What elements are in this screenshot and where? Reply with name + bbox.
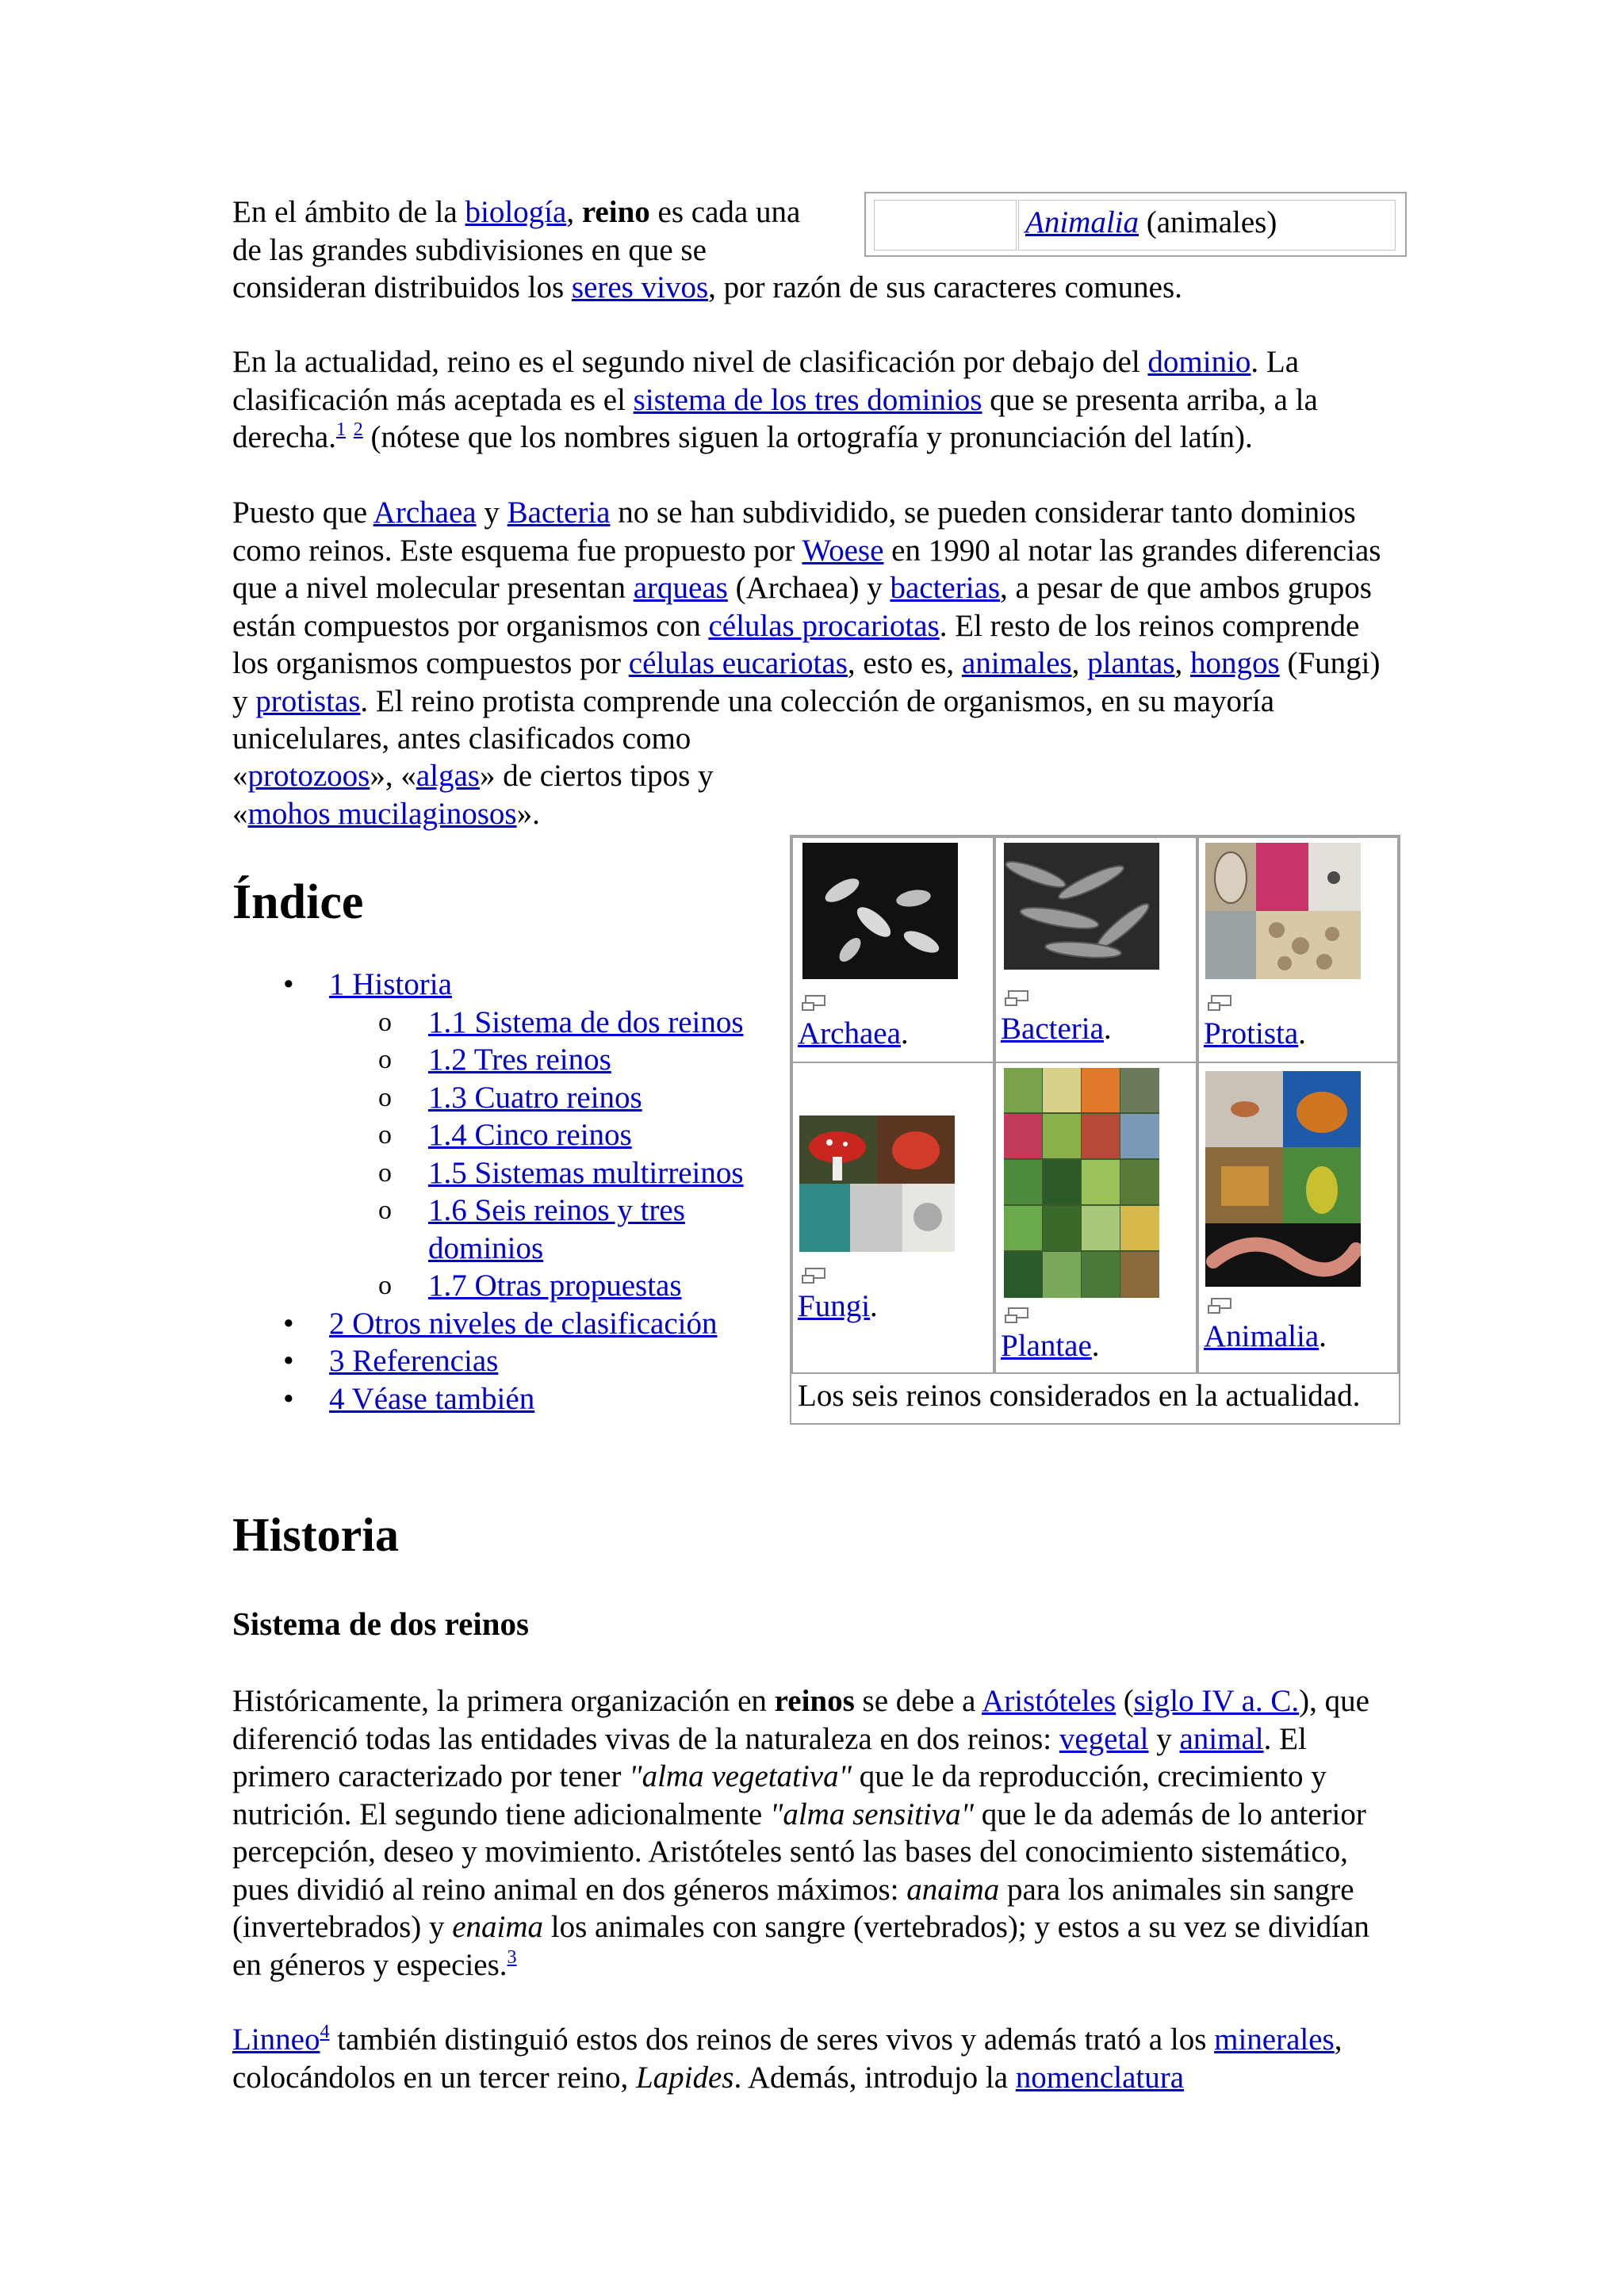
biologia-link[interactable]: biología xyxy=(465,195,567,229)
archaea-image[interactable] xyxy=(802,843,958,979)
celulas-procariotas-link[interactable]: células procariotas xyxy=(708,608,940,643)
toc-bullet: • xyxy=(283,1306,294,1341)
intro-paragraph-1b: de las grandes subdivisiones en que se xyxy=(232,233,707,267)
algas-link[interactable]: algas xyxy=(416,759,480,793)
gallery-cell-protista xyxy=(1197,836,1399,1063)
toc-link[interactable]: 1.5 Sistemas multirreinos xyxy=(428,1155,744,1190)
intro-paragraph-1a: En el ámbito de la biología, reino es cada una xyxy=(232,195,801,229)
gallery-cell-plantae xyxy=(994,1062,1197,1374)
toc-subbullet: o xyxy=(378,1007,392,1037)
protistas-link[interactable]: protistas xyxy=(255,683,361,718)
ref-1-link[interactable]: 1 xyxy=(335,419,346,440)
gallery-caption-footer: Los seis reinos considerados en la actualidad. xyxy=(791,1372,1399,1423)
section-heading-historia: Historia xyxy=(232,1509,399,1561)
magnify-icon[interactable] xyxy=(1004,1306,1031,1325)
arqueas-link[interactable]: arqueas xyxy=(633,571,728,605)
nomenclatura-link[interactable]: nomenclatura xyxy=(1015,2060,1185,2095)
animales-link[interactable]: animales xyxy=(961,646,1072,680)
toc-item xyxy=(232,1380,787,1418)
gallery-caption: Plantae. xyxy=(1001,1329,1100,1363)
gallery-link-archaea[interactable]: Archaea xyxy=(798,1016,901,1050)
gallery-link-animalia[interactable]: Animalia xyxy=(1204,1319,1320,1353)
taxobox-text: (animales) xyxy=(1139,205,1277,239)
gallery-caption: Animalia. xyxy=(1204,1319,1327,1353)
magnify-icon[interactable] xyxy=(1207,993,1234,1012)
historia-paragraph-2: Linneo$^4$ también distinguió estos dos reinos de seres vivos y además trató a los minerales, colocándolos en un tercer reino, Lapides. Además, introdujo la nomenclatura xyxy=(232,2022,1342,2095)
hongos-link[interactable]: hongos xyxy=(1190,646,1280,680)
gallery-caption: Bacteria. xyxy=(1001,1012,1112,1046)
plantas-link[interactable]: plantas xyxy=(1087,646,1175,680)
toc-bullet: • xyxy=(283,1344,294,1378)
toc-bullet: • xyxy=(283,967,294,1001)
magnify-icon[interactable] xyxy=(801,993,828,1012)
toc-link[interactable]: 2 Otros niveles de clasificación xyxy=(329,1306,718,1341)
plantae-image[interactable] xyxy=(1004,1068,1159,1298)
gallery-caption: Fungi. xyxy=(798,1289,878,1323)
aristoteles-link[interactable]: Aristóteles xyxy=(982,1684,1116,1718)
toc-link[interactable]: 3 Referencias xyxy=(329,1344,499,1378)
celulas-eucariotas-link[interactable]: células eucariotas xyxy=(628,646,848,680)
protozoos-link[interactable]: protozoos xyxy=(247,759,370,793)
bacteria-link[interactable]: Bacteria xyxy=(507,496,611,530)
taxobox xyxy=(864,192,1407,257)
gallery-caption: Archaea. xyxy=(798,1016,909,1050)
toc-link[interactable]: 1.2 Tres reinos xyxy=(428,1043,611,1077)
table-of-contents xyxy=(232,966,787,1418)
toc-subbullet: o xyxy=(378,1271,392,1300)
animalia-link[interactable]: Animalia xyxy=(1025,205,1139,239)
gallery-link-bacteria[interactable]: Bacteria xyxy=(1001,1012,1104,1046)
toc-subbullet: o xyxy=(378,1082,392,1112)
subsection-heading: Sistema de dos reinos xyxy=(232,1605,529,1642)
kingdoms-gallery xyxy=(790,835,1400,1425)
toc-link[interactable]: 1.1 Sistema de dos reinos xyxy=(428,1004,744,1039)
toc-link[interactable]: 1.3 Cuatro reinos xyxy=(428,1080,642,1115)
ref-4-link[interactable]: 4 xyxy=(320,2022,330,2042)
intro-paragraph-3-tail-2: «mohos mucilaginosos». xyxy=(232,797,540,831)
gallery-cell-fungi xyxy=(791,1062,994,1374)
toc-link[interactable]: 1 Historia xyxy=(329,967,452,1001)
intro-paragraph-2: En la actualidad, reino es el segundo nivel de clasificación por debajo del dominio. La clasificación más aceptada es el sistema de los tres dominios que se presenta arriba, a la derecha.$^1$ $^2$ (nótese que los nombres siguen la ortografía y pronunciación del latín). xyxy=(232,345,1318,454)
toc-link[interactable]: 1.7 Otras propuestas xyxy=(428,1269,682,1303)
toc-subbullet: o xyxy=(378,1158,392,1188)
sistema-tres-dominios-link[interactable]: sistema de los tres dominios xyxy=(633,382,982,417)
gallery-link-protista[interactable]: Protista xyxy=(1204,1016,1299,1050)
toc-item xyxy=(232,1267,801,1305)
gallery-cell-archaea xyxy=(791,836,994,1063)
mohos-link[interactable]: mohos mucilaginosos xyxy=(247,797,517,831)
magnify-icon[interactable] xyxy=(1207,1296,1234,1315)
toc-bullet: • xyxy=(283,1381,294,1416)
toc-item xyxy=(232,1342,787,1380)
toc-link[interactable]: 1.4 Cinco reinos xyxy=(428,1118,632,1152)
toc-subbullet: o xyxy=(378,1045,392,1074)
ref-2-link[interactable]: 2 xyxy=(353,419,363,440)
intro-paragraph-3: Puesto que Archaea y Bacteria no se han subdividido, se pueden considerar tanto dominios como reinos. Este esquema fue propuesto por Woese en 1990 al notar las grandes diferencias que a nivel molecular presentan arqueas (Archaea) y bacterias, a pesar de que ambos grupos están compuestos por organismos con células procariotas. El resto de los reinos comprende los organismos compuestos por células eucariotas, esto es, animales, plantas, hongos (Fungi) y protistas. El reino protista comprende una colección de organismos, en su mayoría unicelulares, antes clasificados como xyxy=(232,496,1381,756)
vegetal-link[interactable]: vegetal xyxy=(1059,1721,1149,1756)
toc-title: Índice xyxy=(232,875,364,929)
woese-link[interactable]: Woese xyxy=(802,533,884,568)
animal-link[interactable]: animal xyxy=(1179,1721,1264,1756)
dominio-link[interactable]: dominio xyxy=(1147,345,1251,379)
minerales-link[interactable]: minerales xyxy=(1214,2022,1335,2057)
archaea-link[interactable]: Archaea xyxy=(373,496,477,530)
historia-paragraph-1: Históricamente, la primera organización en reinos se debe a Aristóteles (siglo IV a. C.), que diferenció todas las entidades vivas de la naturaleza en dos reinos: vegetal y animal. El primero caracterizado por tener "alma vegetativa" que le da reproducción, crecimiento y nutrición. El segundo tiene adicionalmente "alma sensitiva" que le da además de lo anterior percepción, deseo y movimiento. Aristóteles sentó las bases del conocimiento sistemático, pues dividió al reino animal en dos géneros máximos: anaima para los animales sin sangre (invertebrados) y enaima los animales con sangre (vertebrados); y estos a su vez se dividían en géneros y especies.$^3$ xyxy=(232,1684,1369,1982)
toc-item xyxy=(232,1041,801,1079)
gallery-cell-bacteria xyxy=(994,836,1197,1063)
toc-subbullet: o xyxy=(378,1196,392,1225)
bacterias-link[interactable]: bacterias xyxy=(890,571,1001,605)
taxobox-label-cell xyxy=(874,200,1017,251)
intro-paragraph-1c: consideran distribuidos los seres vivos, por razón de sus caracteres comunes. xyxy=(232,270,1182,304)
bacteria-image[interactable] xyxy=(1004,843,1159,970)
gallery-link-fungi[interactable]: Fungi xyxy=(798,1289,871,1323)
intro-paragraph-3-tail-1: «protozoos», «algas» de ciertos tipos y xyxy=(232,759,714,793)
animalia-image[interactable] xyxy=(1205,1071,1361,1287)
gallery-link-plantae[interactable]: Plantae xyxy=(1001,1329,1092,1363)
toc-link[interactable]: 4 Véase también xyxy=(329,1381,535,1416)
toc-item xyxy=(232,1154,801,1192)
siglo-iv-link[interactable]: siglo IV a. C. xyxy=(1133,1684,1300,1718)
magnify-icon[interactable] xyxy=(801,1266,828,1285)
toc-link[interactable]: 1.6 Seis reinos y tres dominios xyxy=(428,1193,685,1265)
protista-image[interactable] xyxy=(1205,843,1361,979)
taxobox-value-cell xyxy=(1018,200,1396,251)
toc-item xyxy=(232,966,787,1004)
gallery-caption: Protista. xyxy=(1204,1016,1306,1050)
linneo-link[interactable]: Linneo xyxy=(232,2022,320,2057)
toc-item xyxy=(232,1192,801,1267)
toc-item xyxy=(232,1305,787,1343)
toc-item xyxy=(232,1079,801,1117)
toc-subbullet: o xyxy=(378,1120,392,1150)
seres-vivos-link[interactable]: seres vivos xyxy=(571,270,709,304)
toc-item xyxy=(232,1004,801,1042)
ref-3-link[interactable]: 3 xyxy=(507,1946,517,1968)
magnify-icon[interactable] xyxy=(1004,989,1031,1008)
gallery-cell-animalia xyxy=(1197,1062,1399,1374)
toc-item xyxy=(232,1116,801,1154)
fungi-image[interactable] xyxy=(799,1115,955,1252)
